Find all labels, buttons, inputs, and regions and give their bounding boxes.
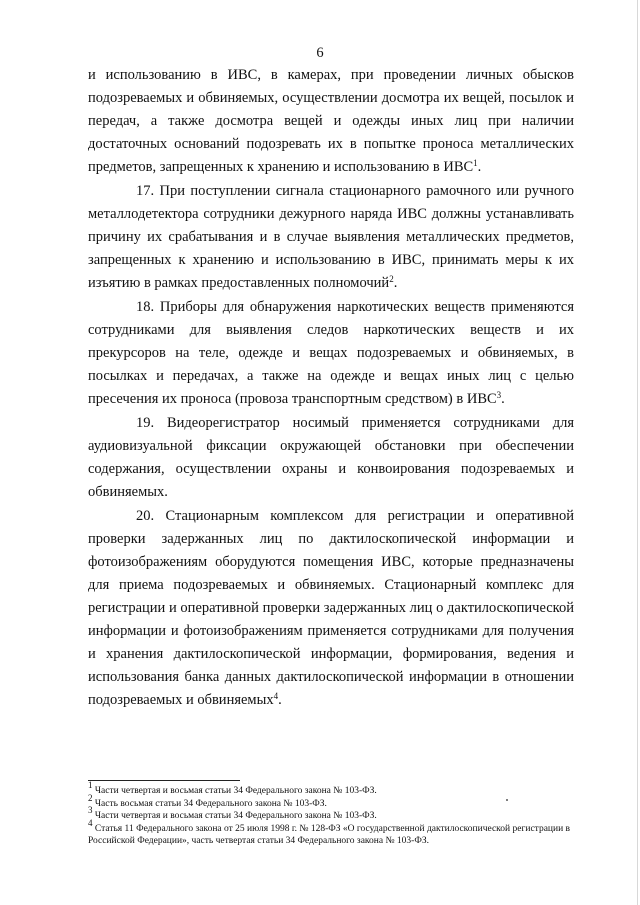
footnote-ref: 2 (389, 274, 394, 284)
footnote-1: $^1$ Части четвертая и восьмая статьи 34 Федерального закона № 103-ФЗ. (88, 780, 377, 796)
footnote-4: $^4$ Статья 11 Федерального закона от 25 июля 1998 г. № 128-ФЗ «О государственной дактилоскопической регистрации в Российской Федерации», часть четвертая статьи 34 Федерального закона № 103-ФЗ. (88, 817, 571, 846)
scan-speck (506, 799, 508, 801)
body-text (88, 64, 574, 712)
footnote-3: $^3$ Части четвертая и восьмая статьи 34 Федерального закона № 103-ФЗ. (88, 805, 377, 821)
paragraph-20: 20. Стационарным комплексом для регистрации и оперативной проверки задержанных лиц по дактилоскопической информации и фотоизображениям оборудуются помещения ИВС, которые предназначены для приема подозреваемых и обвиняемых. Стационарный комплекс для регистрации и оперативной проверки задержанных лиц о дактилоскопической информации и фотоизображениям применяется сотрудниками для получения и хранения дактилоскопической информации, формирования, ведения и использования банка данных дактилоскопической информации в отношении подозреваемых и обвиняемых$^4$. (88, 508, 574, 708)
footnote-ref: 3 (496, 390, 502, 400)
paragraph-17: 17. При поступлении сигнала стационарного рамочного или ручного металлодетектора сотрудники дежурного наряда ИВС должны устанавливать причину их срабатывания и в случае выявления металлических предметов, запрещенных к хранению и использованию в ИВС, принимать меры к их изъятию в рамках предоставленных полномочий$^2$. (88, 183, 574, 291)
footnotes (88, 780, 578, 848)
footnote-2: $^2$ Часть восьмая статьи 34 Федерального закона № 103-ФЗ. (88, 792, 327, 809)
footnote-ref: 4 (273, 691, 279, 701)
paragraph-19: 19. Видеорегистратор носимый применяется сотрудниками для аудиовизуальной фиксации окружающей обстановки при обеспечении содержания, осуществлении охраны и конвоирования подозреваемых и обвиняемых. (88, 415, 574, 500)
page-number: 6 (316, 45, 324, 61)
paragraph-continuation: и использованию в ИВС, в камерах, при проведении личных обысков подозреваемых и обвиняемых, осуществлении досмотра их вещей, посылок и передач, а также досмотра вещей и одежды иных лиц при наличии достаточных оснований подозревать их в попытке проноса металлических предметов, запрещенных к хранению и использованию в ИВС$^1$. (88, 67, 574, 175)
paragraph-18: 18. Приборы для обнаружения наркотических веществ применяются сотрудниками для выявления следов наркотических веществ и их прекурсоров на теле, одежде и вещах подозреваемых и обвиняемых, в посылках и передачах, а также на одежде и вещах иных лиц с целью пресечения их проноса (провоза транспортным средством) в ИВС$^3$. (88, 299, 574, 407)
footnote-ref: 1 (473, 158, 478, 168)
footnote-separator (88, 780, 240, 781)
scan-edge (637, 0, 638, 905)
